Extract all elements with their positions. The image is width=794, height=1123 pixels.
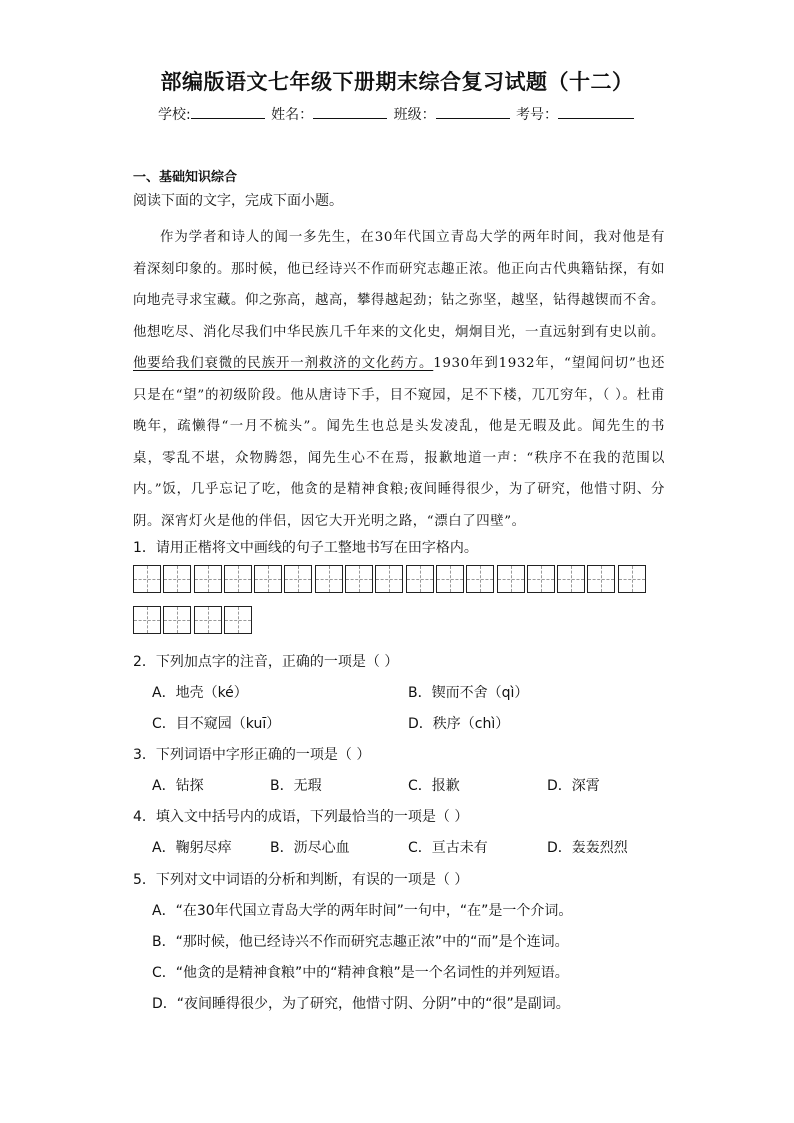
exam-no-label: 考号： [516, 107, 559, 123]
grid-cell[interactable] [497, 565, 525, 593]
student-info-line [0, 104, 794, 124]
grid-cell[interactable] [163, 606, 191, 634]
underlined-sentence: 他要给我们衰微的民族开一剂救济的文化药方。 [133, 356, 434, 371]
class-blank [436, 104, 510, 119]
q2-option-b[interactable]: B．锲而不舍（qì） [408, 685, 529, 701]
q4-option-c[interactable]: C．亘古未有 [408, 840, 488, 856]
grid-cell[interactable] [587, 565, 615, 593]
school-blank [191, 104, 265, 119]
grid-cell[interactable] [254, 565, 282, 593]
q5-option-d[interactable]: D．“夜间睡得很少，为了研究，他惜寸阴、分阴”中的“很”是副词。 [152, 996, 570, 1012]
grid-cell[interactable] [618, 565, 646, 593]
section-instruction: 阅读下面的文字，完成下面小题。 [133, 193, 343, 209]
grid-row [133, 606, 648, 634]
question-2: 2．下列加点字的注音，正确的一项是（ ） [133, 654, 399, 670]
passage-part-1: 作为学者和诗人的闻一多先生，在30年代国立青岛大学的两年时间，我对他是有着深刻印象的。那时候，他已经诗兴不作而研究志趣正浓。他正向古代典籍钻探，有如向地壳寻求宝藏。仰之弥高，越高，攀得越起劲；钻之弥坚，越坚，钻得越锲而不舍。他想吃尽、消化尽我们中华民族几千年来的文化史，炯炯目光，一直远射到有史以前。 [133, 230, 665, 340]
grid-cell[interactable] [436, 565, 464, 593]
grid-cell[interactable] [345, 565, 373, 593]
grid-cell[interactable] [224, 565, 252, 593]
q2-option-c[interactable]: C．目不窥园（kuī） [152, 716, 281, 732]
reading-passage [133, 222, 665, 537]
q5-option-a[interactable]: A．“在30年代国立青岛大学的两年时间”一句中，“在”是一个介词。 [152, 903, 573, 919]
q3-option-d[interactable]: D．深霄 [547, 778, 600, 794]
exam-no-blank [558, 104, 634, 119]
grid-cell[interactable] [133, 565, 161, 593]
name-blank [313, 104, 387, 119]
question-1: 1．请用正楷将文中画线的句子工整地书写在田字格内。 [133, 540, 478, 556]
question-4: 4．填入文中括号内的成语，下列最恰当的一项是（ ） [133, 809, 469, 825]
question-3: 3．下列词语中字形正确的一项是（ ） [133, 747, 371, 763]
q3-option-a[interactable]: A．钻探 [152, 778, 204, 794]
name-label: 姓名： [271, 107, 314, 123]
grid-cell[interactable] [133, 606, 161, 634]
grid-cell[interactable] [557, 565, 585, 593]
grid-cell[interactable] [224, 606, 252, 634]
q4-option-d[interactable]: D．轰轰烈烈 [547, 840, 628, 856]
class-label: 班级： [393, 107, 436, 123]
grid-cell[interactable] [194, 606, 222, 634]
grid-cell[interactable] [466, 565, 494, 593]
question-5: 5．下列对文中词语的分析和判断，有误的一项是（ ） [133, 872, 469, 888]
page-title: 部编版语文七年级下册期末综合复习试题（十二） [160, 70, 634, 94]
grid-cell[interactable] [194, 565, 222, 593]
grid-cell[interactable] [284, 565, 312, 593]
q5-option-b[interactable]: B．“那时候，他已经诗兴不作而研究志趣正浓”中的“而”是个连词。 [152, 934, 569, 950]
grid-cell[interactable] [163, 565, 191, 593]
q3-option-c[interactable]: C．报歉 [408, 778, 460, 794]
grid-cell[interactable] [315, 565, 343, 593]
q4-option-a[interactable]: A．鞠躬尽瘁 [152, 840, 232, 856]
grid-cell[interactable] [375, 565, 403, 593]
grid-cell[interactable] [527, 565, 555, 593]
section-heading: 一、基础知识综合 [133, 170, 238, 185]
grid-row [133, 565, 648, 593]
q4-option-b[interactable]: B．沥尽心血 [270, 840, 350, 856]
grid-cell[interactable] [406, 565, 434, 593]
q2-option-a[interactable]: A．地壳（ké） [152, 685, 248, 701]
q5-option-c[interactable]: C．“他贪的是精神食粮”中的“精神食粮”是一个名词性的并列短语。 [152, 965, 569, 981]
writing-grid [133, 565, 648, 647]
q2-option-d[interactable]: D．秩序（chì） [408, 716, 510, 732]
q3-option-b[interactable]: B．无瑕 [270, 778, 322, 794]
passage-part-2: 1930年到1932年，“望闻问切”也还只是在“望”的初级阶段。他从唐诗下手，目不窥园，足不下楼，兀兀穷年，（ ）。杜甫晚年，疏懒得“一月不梳头”。闻先生也总是头发凌乱，他是无暇及此。闻先生的书桌，零乱不堪，众物腾怨，闻先生心不在焉，报歉地道一声：“秩序不在我的范围以内。”饭，几乎忘记了吃，他贪的是精神食粮;夜间睡得很少，为了研究，他惜寸阴、分阴。深宵灯火是他的伴侣，因它大开光明之路，“漂白了四壁”。 [133, 356, 665, 529]
school-label: 学校: [157, 107, 191, 123]
